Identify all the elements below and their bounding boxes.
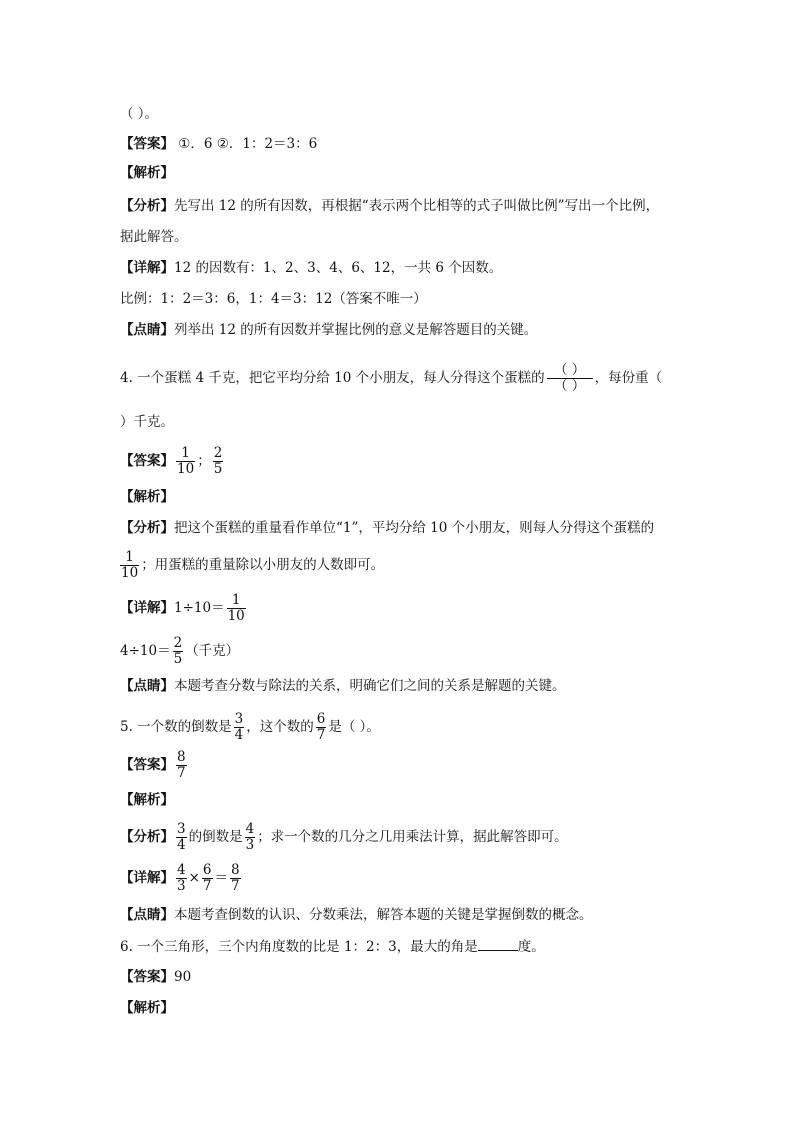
q5-dianjing-line [120,905,593,925]
analysis-tag: 【解析】 [120,792,174,808]
fenxi-text: 的倒数是 [188,829,243,845]
q4-stem-line [120,363,662,394]
q3-dianjing-line [120,320,537,340]
calc-left: 4÷10＝ [120,643,171,659]
denominator: 10 [227,608,245,624]
blank-denominator: （ ） [553,378,586,394]
q4-analysis-line [120,487,174,507]
fenxi-fraction-2 [245,822,256,853]
xiangjie-tag: 【详解】 [120,260,174,276]
analysis-tag: 【解析】 [120,165,174,181]
fenxi-text: 把这个蛋糕的重量看作单位“1”，平均分给 10 个小朋友，则每人分得这个蛋糕的 [174,520,655,536]
denominator: 7 [177,765,186,781]
bili-text: 比例：1：2＝3：6，1：4＝3：12（答案不唯一） [120,291,427,307]
blank-fraction [547,363,593,394]
numerator: 6 [202,862,212,878]
denominator: 5 [213,461,223,477]
answer-fraction-1 [176,446,195,477]
answer-tag: 【答案】 [120,969,174,985]
q3-fenxi-line-1 [120,196,659,216]
answer-tag: 【答案】 [120,453,174,469]
times-sign: × [188,870,200,886]
answer-tag: 【答案】 [120,757,174,773]
calc-fraction [227,593,246,624]
blank-numerator: （ ） [553,362,586,378]
q3-analysis-line [120,163,174,183]
q4-stem-line-2 [120,412,174,432]
q3-bili-line [120,289,427,309]
calc-fraction [173,636,184,667]
q6-stem-line [120,936,545,957]
dianjing-tag: 【点睛】 [120,322,174,338]
stem-fraction-2 [316,712,327,743]
q4-xiangjie-line [120,593,248,624]
numerator: 4 [177,862,186,878]
q4-dianjing-line [120,676,566,696]
q5-stem-text-3: 是（ ）。 [328,719,380,735]
analysis-tag: 【解析】 [120,1000,174,1016]
numerator: 1 [125,549,134,565]
fenxi-tag: 【分析】 [120,520,174,536]
numerator: 2 [213,445,223,461]
calc-left: 1÷10＝ [174,600,225,616]
q4-stem-text-2: ，每份重（ [594,370,663,386]
stem-fraction-1 [234,712,245,743]
q4-stem-text-3: ）千克。 [120,414,174,430]
q4-answer-line [120,446,225,477]
denominator: 10 [121,565,139,581]
answer-blank [478,936,518,951]
numerator: 3 [234,711,244,727]
q3-blank-text: （ ）。 [120,106,159,122]
denominator: 7 [202,878,212,894]
answer-fraction [176,750,187,781]
denominator: 3 [245,837,255,853]
fenxi-tag: 【分析】 [120,829,174,845]
q5-stem-line [120,712,380,743]
q4-fenxi-line-1 [120,518,654,538]
fenxi-fraction [120,550,139,581]
denominator: 7 [231,878,240,894]
denominator: 7 [316,727,326,743]
dianjing-tag: 【点睛】 [120,907,174,923]
q5-fenxi-line [120,822,568,853]
dianjing-text: 列举出 12 的所有因数并掌握比例的意义是解答题目的关键。 [174,322,538,338]
fenxi-text: 先写出 12 的所有因数，再根据“表示两个比相等的式子叫做比例”写出一个比例， [174,198,660,214]
fenxi-text-2: ；求一个数的几分之几用乘法计算，据此解答即可。 [257,829,568,845]
xiangjie-tag: 【详解】 [120,870,174,886]
denominator: 4 [234,727,244,743]
answer-text: 90 [174,969,192,985]
fenxi-text: 据此解答。 [120,229,188,245]
q5-stem-text-2: ，这个数的 [246,719,314,735]
q3-xiangjie-line [120,258,502,278]
denominator: 4 [177,837,186,853]
q5-analysis-line [120,790,174,810]
fenxi-tag: 【分析】 [120,198,174,214]
q6-answer-line [120,967,191,987]
answer-text: ①．6 ②．1：2＝3：6 [174,136,318,152]
denominator: 5 [173,651,183,667]
calc-fraction-a [176,863,187,894]
dianjing-text: 本题考查分数与除法的关系，明确它们之间的关系是解题的关键。 [174,678,566,694]
q5-stem-text: 5. 一个数的倒数是 [120,719,232,735]
dianjing-tag: 【点睛】 [120,678,174,694]
calc-fraction-b [202,863,213,894]
fenxi-text: ；用蛋糕的重量除以小朋友的人数即可。 [141,557,385,573]
numerator: 1 [231,592,241,608]
q3-fenxi-line-2 [120,227,188,247]
calc-fraction-c [230,863,241,894]
calc-unit: （千克） [185,643,240,659]
answer-fraction-2 [213,446,224,477]
q4-stem-text: 4. 一个蛋糕 4 千克，把它平均分给 10 个小朋友，每人分得这个蛋糕的 [120,370,545,386]
numerator: 8 [231,862,240,878]
denominator: 10 [177,461,195,477]
separator: ； [197,453,211,469]
analysis-tag: 【解析】 [120,489,174,505]
numerator: 8 [177,749,186,765]
q4-calc2-line [120,636,239,667]
numerator: 6 [316,711,326,727]
equals-sign: ＝ [214,870,228,886]
numerator: 4 [245,821,255,837]
xiangjie-text: 12 的因数有：1、2、3、4、6、12，一共 6 个因数。 [174,260,503,276]
xiangjie-tag: 【详解】 [120,600,174,616]
dianjing-text: 本题考查倒数的认识、分数乘法，解答本题的关键是掌握倒数的概念。 [174,907,593,923]
q6-analysis-line [120,998,174,1018]
q3-answer-line [120,134,317,154]
q6-stem-text-2: 度。 [517,939,545,955]
q4-fenxi-line-2 [120,550,384,581]
numerator: 1 [181,445,190,461]
numerator: 3 [177,821,186,837]
answer-tag: 【答案】 [120,136,174,152]
q3-blank-line [120,104,158,124]
numerator: 2 [173,635,183,651]
q5-xiangjie-line [120,863,243,894]
q5-answer-line [120,750,189,781]
q6-stem-text: 6. 一个三角形，三个内角度数的比是 1：2：3，最大的角是 [120,939,478,955]
denominator: 3 [177,878,186,894]
fenxi-fraction-1 [176,822,187,853]
